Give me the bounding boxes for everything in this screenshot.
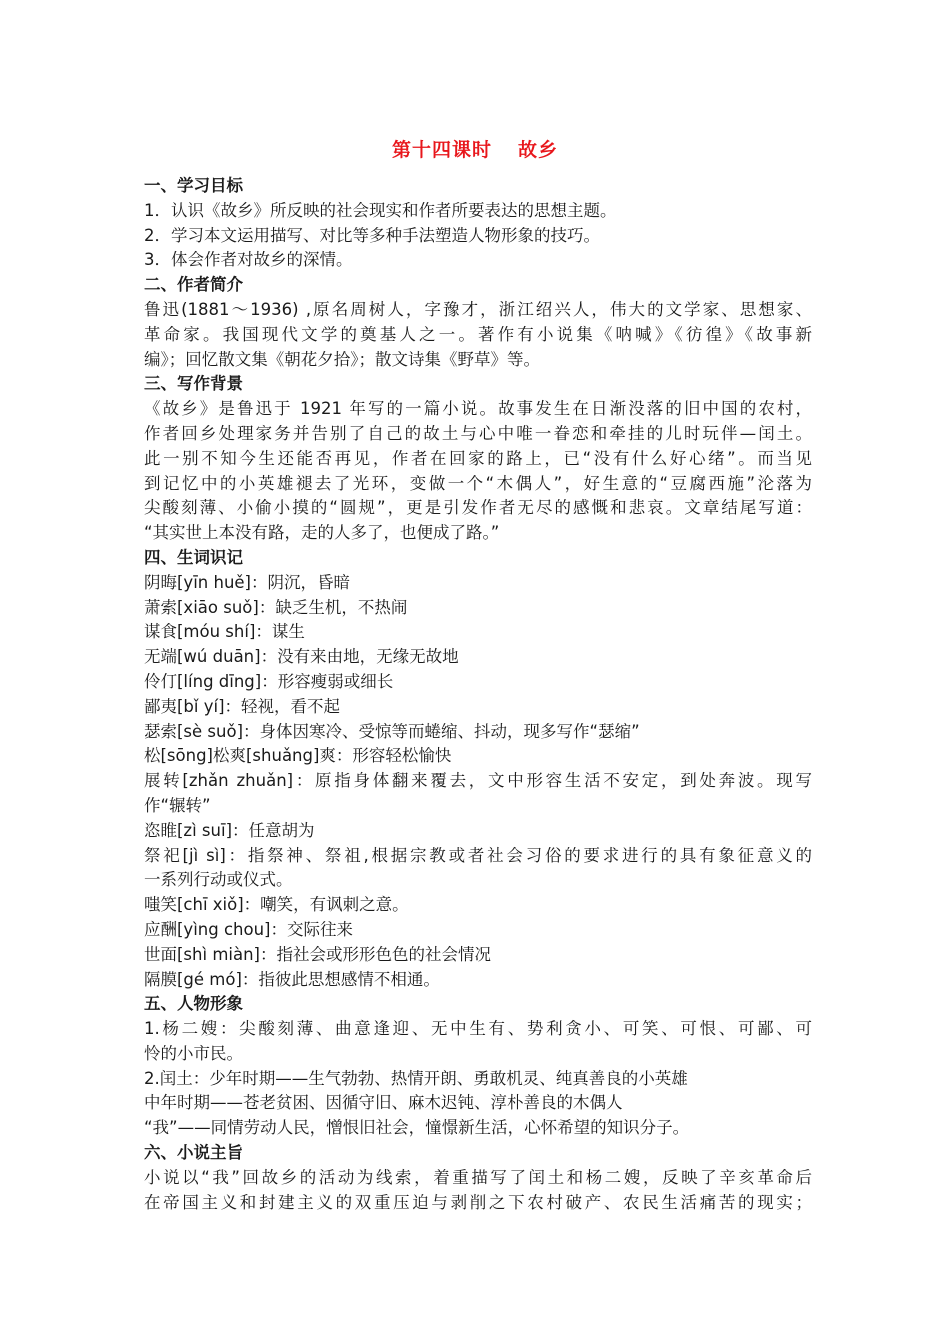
title-subject: 故乡 [518,139,559,161]
section-heading-goals: 一、学习目标 [144,176,243,195]
vocab-entry: 无端[wú duān]：没有来由地，无缘无故地 [144,647,459,667]
vocab-entry: 世面[shì miàn]：指社会或形形色色的社会情况 [144,944,491,964]
background-line: 作者回乡处理家务并告别了自己的故土与心中唯一眷恋和牵挂的儿时玩伴—闰土。 [144,423,812,443]
author-line: 革命家。我国现代文学的奠基人之一。著作有小说集《呐喊》《彷徨》《故事新 [144,324,812,344]
vocab-entry: 恣睢[zì suī]：任意胡为 [144,820,315,840]
theme-line: 小说以“我”回故乡的活动为线索，着重描写了闰土和杨二嫂，反映了辛亥革命后 [144,1167,812,1187]
character-line: 2.闰土：少年时期——生气勃勃、热情开朗、勇敢机灵、纯真善良的小英雄 [144,1068,688,1088]
character-line: 怜的小市民。 [144,1043,243,1063]
goal-item: 2．学习本文运用描写、对比等多种手法塑造人物形象的技巧。 [144,225,600,245]
background-line: 到记忆中的小英雄褪去了光环，变做一个“木偶人”，好生意的“豆腐西施”沦落为 [144,473,812,493]
document-body [144,174,812,1215]
author-line: 编》；回忆散文集《朝花夕拾》；散文诗集《野草》等。 [144,349,540,369]
vocab-entry: 伶仃[líng dīng]：形容瘦弱或细长 [144,671,394,691]
vocab-entry: 应酬[yìng chou]：交际往来 [144,919,353,939]
background-line: “其实世上本没有路，走的人多了，也便成了路。” [144,523,500,543]
character-line: 1.杨二嫂：尖酸刻薄、曲意逢迎、无中生有、势利贪小、可笑、可恨、可鄙、可 [144,1019,812,1039]
character-line: 中年时期——苍老贫困、因循守旧、麻木迟钝、淳朴善良的木偶人 [144,1093,623,1113]
background-line: 《故乡》是鲁迅于 1921 年写的一篇小说。故事发生在日渐没落的旧中国的农村， [144,399,812,419]
vocab-entry: 展转[zhǎn zhuǎn]：原指身体翻来覆去，文中形容生活不安定，到处奔波。现写 [144,771,812,791]
vocab-entry: 瑟索[sè suǒ]：身体因寒冷、受惊等而蜷缩、抖动，现多写作“瑟缩” [144,721,640,741]
background-line: 此一别不知今生还能否再见，作者在回家的路上，已“没有什么好心绪”。而当见 [144,448,812,468]
character-line: “我”——同情劳动人民，憎恨旧社会，憧憬新生活，心怀希望的知识分子。 [144,1118,690,1138]
section-heading-theme: 六、小说主旨 [144,1143,243,1163]
background-line: 尖酸刻薄、小偷小摸的“圆规”，更是引发作者无尽的感慨和悲哀。文章结尾写道： [144,498,812,518]
theme-line: 在帝国主义和封建主义的双重压迫与剥削之下农村破产、农民生活痛苦的现实； [144,1192,812,1212]
goal-item: 3．体会作者对故乡的深情。 [144,250,353,270]
vocab-entry: 作“辗转” [144,795,211,815]
vocab-entry: 祭祀[jì sì]：指祭神、祭祖,根据宗教或者社会习俗的要求进行的具有象征意义的 [144,845,812,865]
section-heading-author: 二、作者简介 [144,275,243,295]
section-heading-background: 三、写作背景 [144,374,243,394]
author-line: 鲁迅(1881～1936) ,原名周树人，字豫才，浙江绍兴人，伟大的文学家、思想家、 [144,299,812,319]
vocab-entry: 松[sōng]松爽[shuǎng]爽：形容轻松愉快 [144,746,452,766]
goal-item: 1．认识《故乡》所反映的社会现实和作者所要表达的思想主题。 [144,200,617,220]
title-lesson: 第十四课时 [391,139,492,161]
vocab-entry: 一系列行动或仪式。 [144,870,293,890]
vocab-entry: 嗤笑[chī xiǒ]：嘲笑，有讽刺之意。 [144,895,409,915]
vocab-entry: 谋食[móu shí]：谋生 [144,622,305,642]
vocab-entry: 阴晦[yīn huě]：阴沉，昏暗 [144,572,350,592]
page-title [0,136,950,164]
section-heading-characters: 五、人物形象 [144,994,243,1014]
vocab-entry: 萧索[xiāo suǒ]：缺乏生机，不热闹 [144,597,408,617]
section-heading-vocab: 四、生词识记 [144,547,243,567]
vocab-entry: 隔膜[gé mó]：指彼此思想感情不相通。 [144,969,440,989]
vocab-entry: 鄙夷[bǐ yí]：轻视，看不起 [144,696,341,716]
